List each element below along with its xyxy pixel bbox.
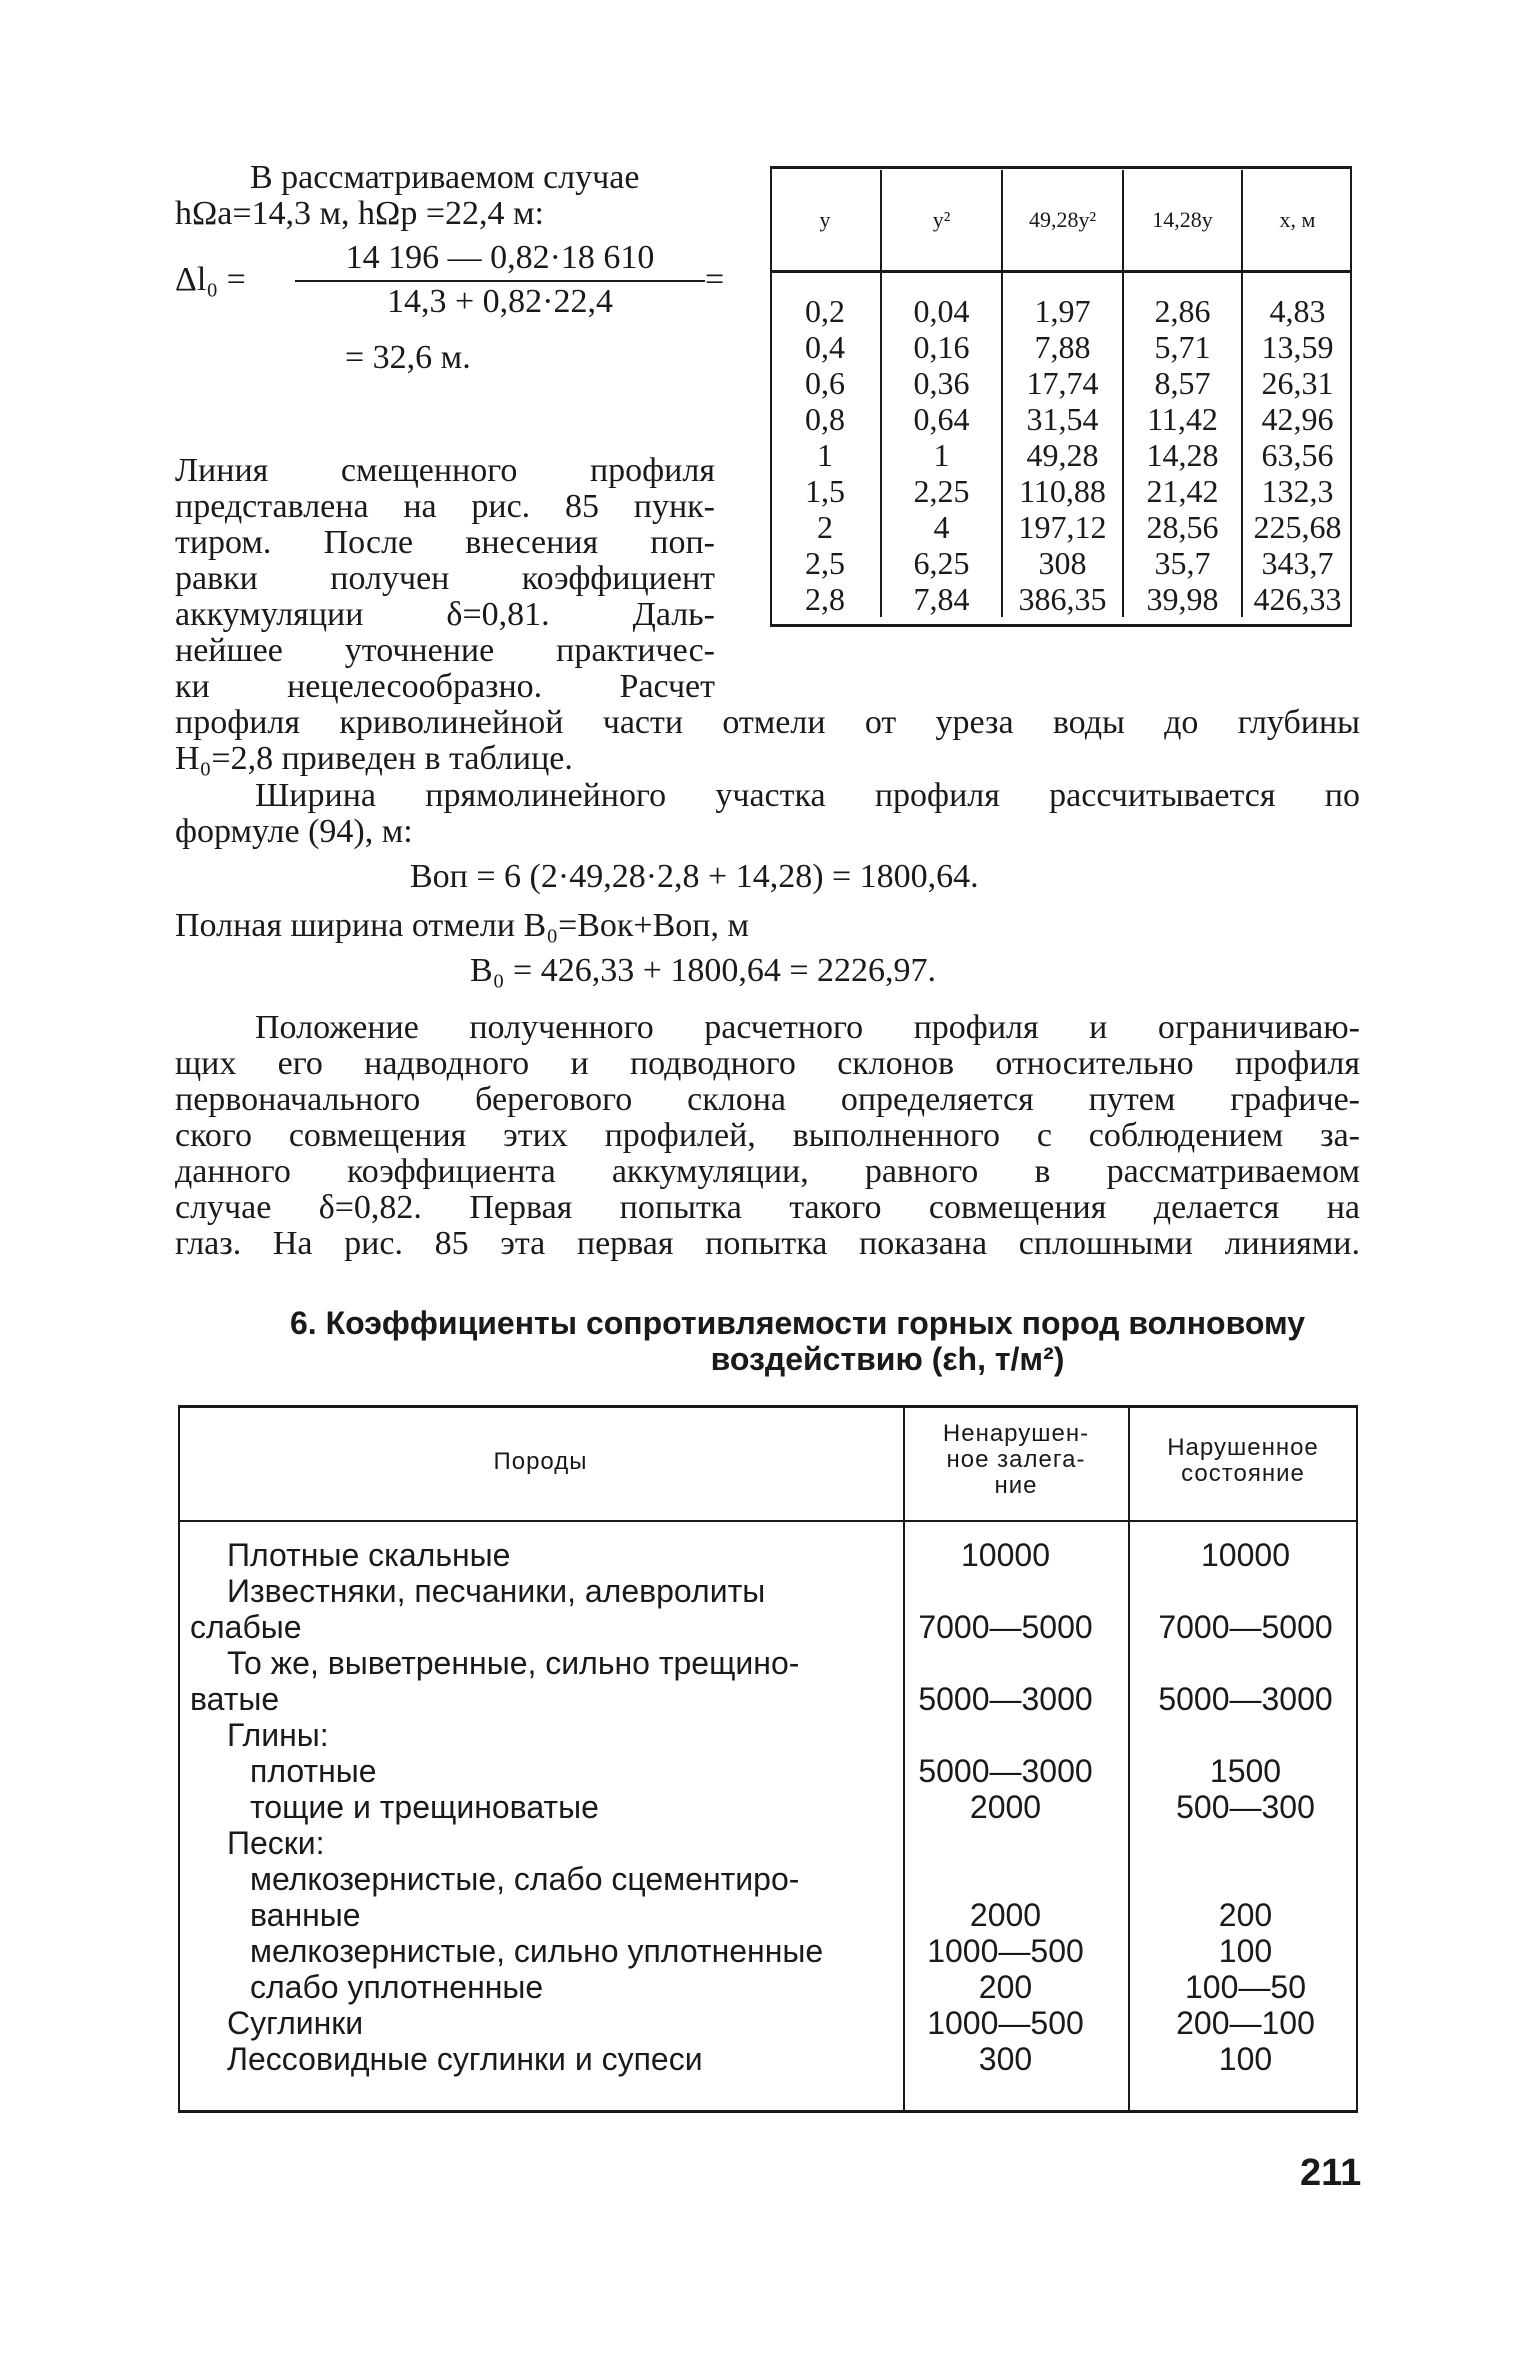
- disturbed-value: 100—50: [1185, 1969, 1306, 2005]
- table-cell: 0,16: [881, 329, 1002, 365]
- undisturbed-value: 300: [978, 2041, 1033, 2077]
- fraction-equals: =: [705, 261, 725, 298]
- disturbed-value: 200—100: [1176, 2005, 1315, 2041]
- table-row: [770, 401, 1352, 437]
- disturbed-value: 10000: [1201, 1537, 1290, 1573]
- text-line: щих его надводного и подводного склонов относительно профиля: [175, 1045, 1360, 1082]
- table-cell: 8,57: [1123, 365, 1242, 401]
- table-cell: 35,7: [1123, 545, 1242, 581]
- text-line: случае δ=0,82. Первая попытка такого совмещения делается на: [175, 1189, 1360, 1226]
- text-line: первоначального берегового склона определяется путем графиче-: [175, 1081, 1360, 1118]
- table-row: [770, 272, 1352, 330]
- table-cell: 11,42: [1123, 401, 1242, 437]
- text-line: формуле (94), м:: [175, 813, 413, 850]
- delta-lhs: Δl₀ =: [175, 261, 246, 298]
- disturbed-value: 7000—5000: [1158, 1609, 1333, 1645]
- paragraph-full-width: Полная ширина отмели B₀=Bок+Bоп, м: [175, 907, 749, 944]
- undisturbed-value: 1000—500: [927, 1933, 1084, 1969]
- table6-title: [175, 1305, 1360, 1377]
- rock-name: ванные: [250, 1897, 361, 1933]
- table-cell: 426,33: [1253, 581, 1342, 617]
- rock-name: мелкозернистые, слабо сцементиро-: [250, 1861, 800, 1897]
- table-cell: 7,84: [881, 581, 1002, 617]
- disturbed-value: 5000—3000: [1158, 1681, 1333, 1717]
- table-cell: 2,25: [881, 473, 1002, 509]
- table-cell: 2,86: [1123, 272, 1242, 330]
- table-cell: 31,54: [1002, 401, 1123, 437]
- table-cell: 0,8: [770, 401, 881, 437]
- text-line: равки получен коэффициент: [175, 560, 715, 597]
- table-cell: 49,28: [1002, 437, 1123, 473]
- table-cell: 7,88: [1002, 329, 1123, 365]
- text-line: H₀=2,8 приведен в таблице.: [175, 740, 573, 777]
- disturbed-value: 200: [1218, 1897, 1273, 1933]
- text-line: данного коэффициента аккумуляции, равного в рассматриваемом: [175, 1153, 1360, 1190]
- table-cell: 197,12: [1002, 509, 1123, 545]
- table-row: [770, 437, 1352, 473]
- table-cell: 0,04: [881, 272, 1002, 330]
- intro-line-1: В рассматриваемом случае: [250, 159, 640, 196]
- undisturbed-value: 5000—3000: [918, 1753, 1093, 1789]
- disturbed-value: 100: [1218, 2041, 1273, 2077]
- header-49y2: 49,28y²: [1002, 170, 1123, 272]
- rock-name: Глины:: [227, 1717, 329, 1753]
- table-cell: 1: [770, 437, 881, 473]
- table6-title-line-1: 6. Коэффициенты сопротивляемости горных пород волновому: [290, 1305, 1305, 1341]
- table-cell: 225,68: [1253, 509, 1342, 545]
- fraction-numerator: 14 196 — 0,82·18 610: [295, 240, 705, 282]
- table-row: [770, 473, 1352, 509]
- header-x: x, м: [1242, 170, 1352, 272]
- text-line: глаз. На рис. 85 эта первая попытка показана сплошными линиями.: [175, 1225, 1360, 1262]
- text-line: ки нецелесообразно. Расчет: [175, 668, 715, 705]
- table-cell: 17,74: [1002, 365, 1123, 401]
- paragraph-position: [175, 1010, 1360, 1262]
- rock-name: слабо уплотненные: [250, 1969, 544, 2005]
- fraction: [295, 240, 705, 324]
- rock-name: ватые: [190, 1681, 280, 1717]
- table-cell: 0,64: [881, 401, 1002, 437]
- table-cell: 39,98: [1123, 581, 1242, 617]
- undisturbed-value: 1000—500: [927, 2005, 1084, 2041]
- delta-formula: [175, 239, 725, 328]
- header-y: y: [770, 170, 881, 272]
- text-line: представлена на рис. 85 пунк-: [175, 488, 715, 525]
- table-cell: 2,5: [770, 545, 881, 581]
- formula-b-op: Bоп = 6 (2·49,28·2,8 + 14,28) = 1800,64.: [410, 858, 979, 895]
- table-cell: 4,83: [1269, 293, 1326, 329]
- table-cell: 386,35: [1002, 581, 1123, 617]
- table-cell: 6,25: [881, 545, 1002, 581]
- table-cell: 4: [881, 509, 1002, 545]
- text-line: Положение полученного расчетного профиля и ограничиваю-: [255, 1009, 1360, 1046]
- text-line: профиля криволинейной части отмели от уреза воды до глубины: [175, 704, 1360, 741]
- formula-b0: B₀ = 426,33 + 1800,64 = 2226,97.: [470, 952, 937, 989]
- table-row: [770, 509, 1352, 545]
- intro-line-2: hΩа=14,3 м, hΩр =22,4 м:: [175, 195, 544, 232]
- page-number: 211: [1300, 2152, 1362, 2194]
- rock-name: Суглинки: [227, 2005, 364, 2041]
- calculation-block: [175, 159, 725, 376]
- table-cell: 0,6: [770, 365, 881, 401]
- table-cell: 0,4: [770, 329, 881, 365]
- header-14y: 14,28y: [1123, 170, 1242, 272]
- paragraph-profile-calc: [175, 705, 1360, 777]
- disturbed-value: 1500: [1209, 1753, 1282, 1789]
- table-cell: 0,2: [770, 272, 881, 330]
- header-y2: y²: [881, 170, 1002, 272]
- table-cell: 1,5: [770, 473, 881, 509]
- undisturbed-value: 10000: [961, 1537, 1050, 1573]
- rock-name: тощие и трещиноватые: [250, 1789, 599, 1825]
- header-undisturbed: Ненарушен- ное залега- ние: [942, 1420, 1090, 1499]
- table-cell: 132,3: [1261, 473, 1334, 509]
- paragraph-width: [175, 778, 1360, 850]
- rock-name: слабые: [190, 1609, 302, 1645]
- rock-name: плотные: [250, 1753, 377, 1789]
- disturbed-value: 100: [1218, 1933, 1273, 1969]
- left-column-text: [175, 453, 715, 705]
- table-cell: 1,97: [1002, 272, 1123, 330]
- text-line: Ширина прямолинейного участка профиля рассчитывается по: [255, 777, 1360, 814]
- disturbed-value: 500—300: [1176, 1789, 1315, 1825]
- rock-name: То же, выветренные, сильно трещино-: [227, 1645, 800, 1681]
- delta-result: = 32,6 м.: [345, 339, 471, 376]
- text-line: Линия смещенного профиля: [175, 452, 715, 489]
- header-rocks: Породы: [493, 1448, 588, 1475]
- header-disturbed: Нарушенное состояние: [1167, 1434, 1319, 1487]
- table-cell: 42,96: [1261, 401, 1334, 437]
- table-cell: 21,42: [1123, 473, 1242, 509]
- table-cell: 14,28: [1123, 437, 1242, 473]
- table-cell: 13,59: [1261, 329, 1334, 365]
- text-line: тиром. После внесения поп-: [175, 524, 715, 561]
- table-cell: 63,56: [1261, 437, 1334, 473]
- profile-table: [770, 170, 1352, 617]
- undisturbed-value: 2000: [969, 1897, 1042, 1933]
- table-cell: 2,8: [770, 581, 881, 617]
- rock-name: Известняки, песчаники, алевролиты: [227, 1573, 766, 1609]
- rock-name: Плотные скальные: [227, 1537, 511, 1573]
- table-row: [770, 581, 1352, 617]
- undisturbed-value: 200: [978, 1969, 1033, 2005]
- undisturbed-value: 7000—5000: [918, 1609, 1093, 1645]
- table-cell: 2: [770, 509, 881, 545]
- text-line: нейшее уточнение практичес-: [175, 632, 715, 669]
- table6-title-line-2: воздействию (εh, т/м²): [710, 1341, 1065, 1377]
- table-row: [770, 545, 1352, 581]
- table-cell: 110,88: [1002, 473, 1123, 509]
- rock-name: Пески:: [227, 1825, 325, 1861]
- table-cell: 0,36: [881, 365, 1002, 401]
- undisturbed-value: 5000—3000: [918, 1681, 1093, 1717]
- rock-name: мелкозернистые, сильно уплотненные: [250, 1933, 824, 1969]
- table-cell: 5,71: [1123, 329, 1242, 365]
- undisturbed-value: 2000: [969, 1789, 1042, 1825]
- table-cell: 1: [881, 437, 1002, 473]
- table-cell: 26,31: [1261, 365, 1334, 401]
- table-cell: 308: [1002, 545, 1123, 581]
- text-line: ского совмещения этих профилей, выполненного с соблюдением за-: [175, 1117, 1360, 1154]
- text-line: аккумуляции δ=0,81. Даль-: [175, 596, 715, 633]
- table-cell: 343,7: [1261, 545, 1334, 581]
- table-row: [770, 329, 1352, 365]
- fraction-denominator: 14,3 + 0,82·22,4: [387, 283, 613, 320]
- table-cell: 28,56: [1123, 509, 1242, 545]
- table-row: [770, 365, 1352, 401]
- rock-name: Лессовидные суглинки и супеси: [227, 2041, 703, 2077]
